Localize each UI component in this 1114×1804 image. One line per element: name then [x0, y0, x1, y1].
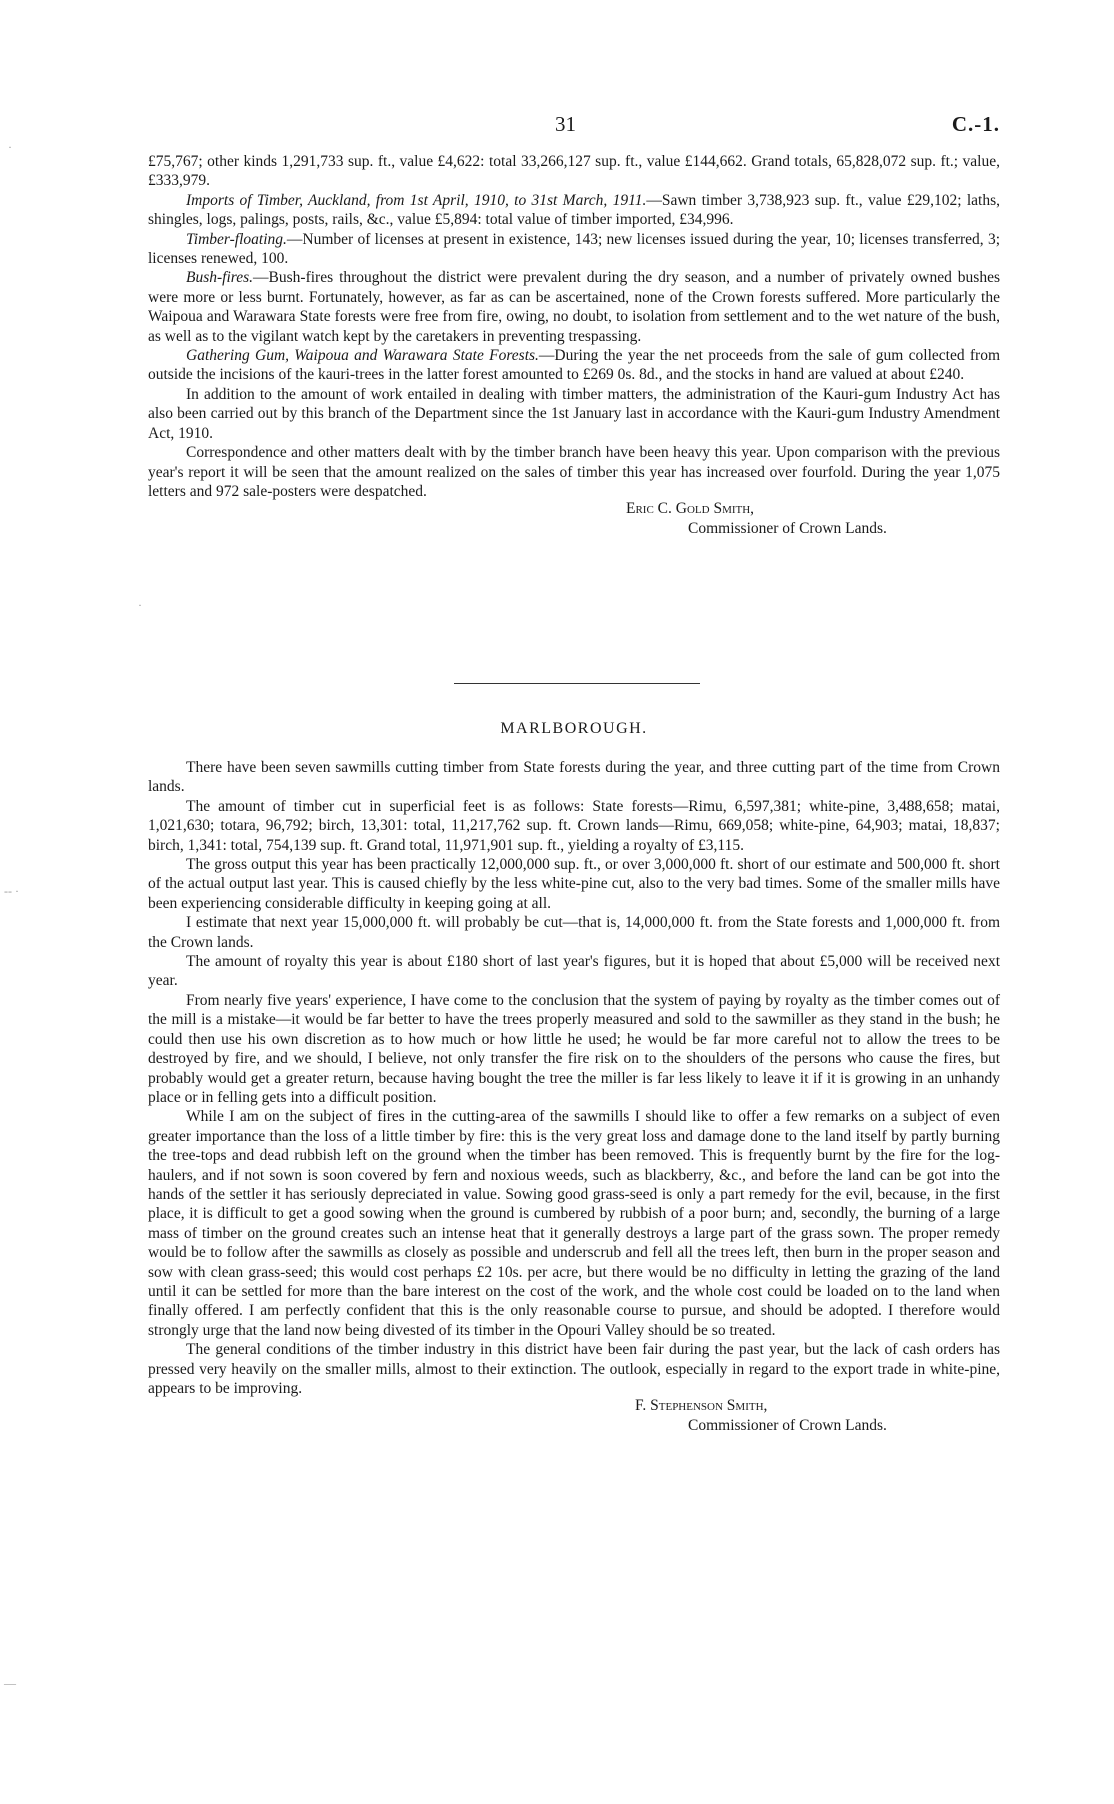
paragraph [148, 268, 1000, 346]
signatory-name: Eric C. Gold Smith, [626, 500, 755, 518]
subsection-title: Timber-floating. [186, 230, 287, 248]
subsection-title: Imports of Timber, Auckland, from 1st April, 1910, to 31st March, 1911. [186, 191, 647, 209]
paragraph [148, 191, 1000, 230]
paragraph: The general conditions of the timber industry in this district have been fair during the past year, but the lack of cash orders has pressed very heavily on the smaller mills, almost to their extinction. The outlook, especially in regard to the export trade in white-pine, appears to be improving. [148, 1341, 1000, 1397]
section-heading: MARLBOROUGH. [500, 720, 648, 737]
paragraph: The gross output this year has been practically 12,000,000 sup. ft., or over 3,000,000 ft. short of our estimate and 500,000 ft. short of the actual output last year. This is caused chiefly by the less white-pine cut, also to the very bad times. Some of the smaller mills have been experiencing considerable difficulty in keeping going at all. [148, 856, 1000, 912]
signatory-title: Commissioner of Crown Lands. [688, 1417, 887, 1435]
paragraph: Correspondence and other matters dealt with by the timber branch have been heavy this year. Upon comparison with the previous year's report it will be seen that the amount realized on the sales of timber this year has increased over fourfold. During the year 1,075 letters and 972 sale-posters were despatched. [148, 444, 1000, 500]
paragraph: There have been seven sawmills cutting timber from State forests during the year, and three cutting part of the time from Crown lands. [148, 759, 1000, 796]
paragraph-body: —Sawn timber 3,738,923 sup. ft., value £29,102; laths, shingles, logs, palings, posts, rails, &c., value £5,894: total value of timber imported, £34,996. [148, 191, 1000, 229]
paragraph: The amount of timber cut in superficial feet is as follows: State forests—Rimu, 6,597,381; white-pine, 3,488,658; matai, 1,021,630; totara, 96,792; birch, 13,301: total, 11,217,762 sup. ft. Crown lands—Rimu, 669,058; white-pine, 64,903; matai, 18,837; birch, 1,341: total, 754,139 sup. ft. Grand total, 11,971,901 sup. ft., yielding a royalty of £3,115. [148, 797, 1000, 854]
margin-mark: -- · [4, 884, 19, 898]
page-header [148, 112, 1000, 142]
subsection-title: Gathering Gum, Waipoua and Warawara State Forests. [186, 347, 539, 365]
subsection-title: Bush-fires. [186, 269, 254, 287]
auckland-section [148, 152, 1000, 539]
document-reference: C.-1. [951, 112, 1000, 136]
section-divider [454, 683, 700, 684]
paragraph: From nearly five years' experience, I have come to the conclusion that the system of paying by royalty as the timber comes out of the mill is a mistake—it would be far better to have the trees properly measured and sold to the sawmiller as they stand in the bush; he could then use his own discretion as to how much or how little he used; he would be far more careful not to allow the trees to be destroyed by fire, and we should, I believe, not only transfer the fire risk on to the shoulders of the persons who cause the fires, but probably would get a greater return, because having bought the tree the miller is far less likely to leave it if it is growing in an unhandy place or in felling gets into a difficult position. [148, 991, 1000, 1106]
paragraph-body: —Number of licenses at present in existence, 143; new licenses issued during the year, 10; licenses transferred, 3; licenses renewed, 100. [148, 230, 1000, 268]
paragraph [148, 230, 1000, 269]
paragraph: The amount of royalty this year is about £180 short of last year's figures, but it is hoped that about £5,000 will be received next year. [148, 953, 1000, 990]
paragraph: In addition to the amount of work entailed in dealing with timber matters, the administration of the Kauri-gum Industry Act has also been carried out by this branch of the Department since the 1st January last in accordance with the Kauri-gum Industry Amendment Act, 1910. [148, 385, 1000, 442]
paragraph: I estimate that next year 15,000,000 ft. will probably be cut—that is, 14,000,000 ft. from the State forests and 1,000,000 ft. from the Crown lands. [148, 914, 1000, 951]
paragraph-body: —During the year the net proceeds from the sale of gum collected from outside the incisions of the kauri-trees in the latter forest amounted to £269 0s. 8d., and the stocks in hand are valued at about £240. [148, 347, 1001, 384]
margin-mark: · [8, 140, 12, 154]
page-number: 31 [555, 112, 576, 136]
paragraph [148, 346, 1000, 385]
paragraph-body: —Bush-fires throughout the district were prevalent during the dry season, and a number of privately owned bushes were more or less burnt. Fortunately, however, as far as can be ascertained, none of the Crown forests suffered. More particularly the Waipoua and Warawara State forests were free from fire, owing, no doubt, to isolation from settlement and to the wet nature of the bush, as well as to the vigilant watch kept by the caretakers in preventing trespassing. [148, 269, 1000, 345]
signatory-name: F. Stephenson Smith, [635, 1397, 768, 1415]
margin-mark: · [138, 598, 142, 612]
signature-block [148, 1396, 1000, 1436]
paragraph: While I am on the subject of fires in the cutting-area of the sawmills I should like to offer a few remarks on a subject of even greater importance than the loss of a little timber by fire: this is the very great loss and damage done to the land itself by partly burning the tree-tops and dead rubbish left on the ground when the timber has been removed. This is frequently burnt by the fire for the log-haulers, and if not sown is soon covered by fern and noxious weeds, such as blackberry, &c., and before the land can be got into the hands of the settler it has seriously depreciated in value. Sowing good grass-seed is only a part remedy for the evil, because, in the first place, it is difficult to get a good sowing when the ground is cumbered by rubbish of a poor burn; and, secondly, the burning of a large mass of timber on the ground creates such an intense heat that it generally destroys a large part of the grass sown. The proper remedy would be to follow after the sawmills as closely as possible and underscrub and fell all the trees left, then burn in the proper season and sow with clean grass-seed; this would cost perhaps £2 10s. per acre, but there would be no difficulty in letting the grazing of the land until it can be settled for more than the bare interest on the cost of the work, and the whole cost could be loaded on to the land when finally offered. I am perfectly confident that this is the only reasonable course to pursue, and should be adopted. I therefore would strongly urge that the land now being divested of its timber in the Opouri Valley should be so treated. [148, 1108, 1000, 1339]
signature-block [148, 499, 1000, 539]
marlborough-section [148, 758, 1000, 1436]
paragraph: £75,767; other kinds 1,291,733 sup. ft., value £4,622: total 33,266,127 sup. ft., value £144,662. Grand totals, 65,828,072 sup. ft.; value, £333,979. [148, 153, 1000, 190]
signatory-title: Commissioner of Crown Lands. [688, 520, 887, 538]
margin-mark: — [4, 1676, 16, 1690]
